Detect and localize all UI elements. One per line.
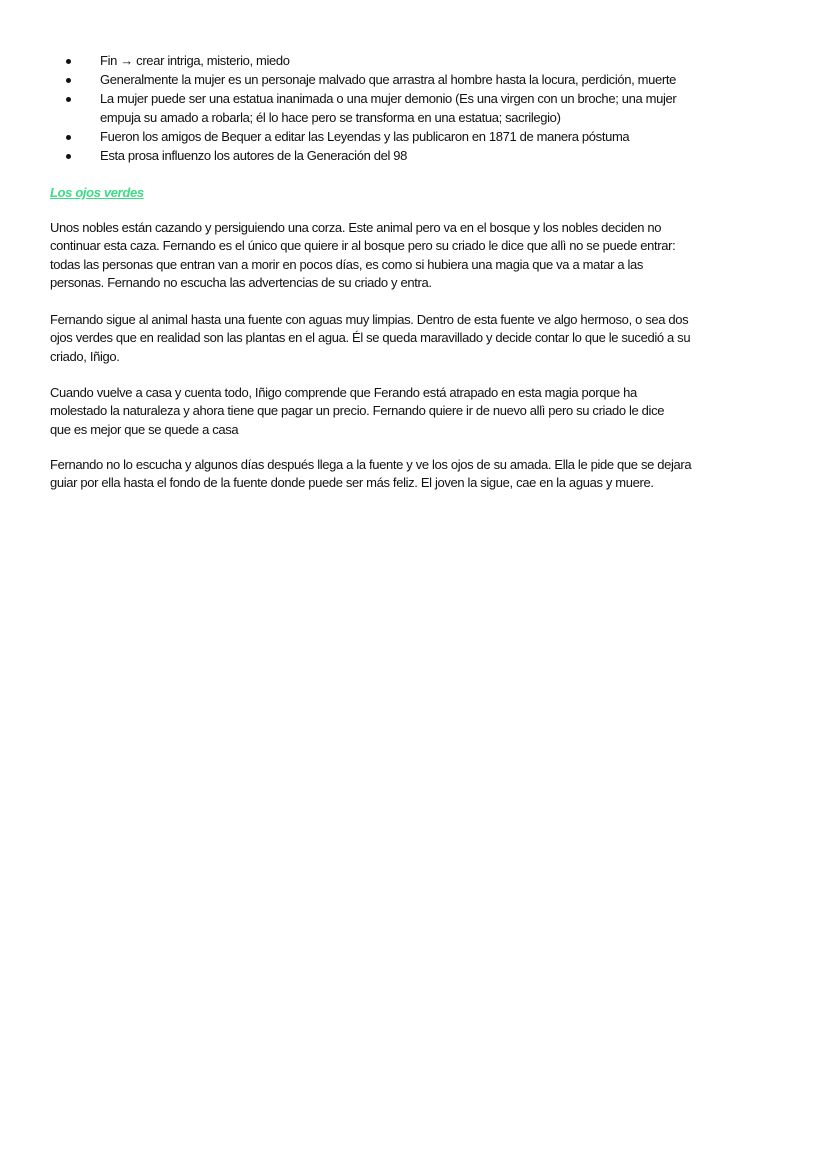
bullet-item-text: La mujer puede ser una estatua inanimada o una mujer demonio (Es una virgen con un broche; una mujer: [100, 91, 677, 106]
paragraph-line: Fernando no lo escucha y algunos días después llega a la fuente y ve los ojos de su amada. Ella le pide que se dejara: [50, 457, 692, 472]
bullet-item-text: Fin → crear intriga, misterio, miedo: [100, 53, 290, 68]
bullet-item-text: empuja su amado a robarla; él lo hace pero se transforma en una estatua; sacrilegio): [100, 110, 561, 125]
section-heading: Los ojos verdes: [50, 185, 144, 200]
paragraph-line: Fernando sigue al animal hasta una fuente con aguas muy limpias. Dentro de esta fuente ve algo hermoso, o sea dos: [50, 312, 689, 327]
paragraph-line: molestado la naturaleza y ahora tiene que pagar un precio. Fernando quiere ir de nuevo allì pero su criado le dice: [50, 403, 665, 419]
paragraph-line: Unos nobles están cazando y persiguiendo una corza. Este animal pero va en el bosque y los nobles deciden no: [50, 220, 662, 235]
bullet-icon: [66, 154, 71, 159]
paragraph-line: personas. Fernando no escucha las advertencias de su criado y entra.: [50, 274, 432, 290]
paragraph-line: que es mejor que se quede a casa: [50, 421, 239, 437]
bullet-icon: [66, 135, 71, 140]
paragraph-line: ojos verdes que en realidad son las plantas en el agua. Él se queda maravillado y decide contar lo que le sucedió a su: [50, 330, 691, 346]
bullet-item-text: Fueron los amigos de Bequer a editar las Leyendas y las publicaron en 1871 de manera póstuma: [100, 129, 630, 144]
paragraph-line: Cuando vuelve a casa y cuenta todo, Iñigo comprende que Ferando está atrapado en esta magia porque ha: [50, 385, 637, 400]
bullet-icon: [66, 59, 71, 64]
bullet-item-text: Esta prosa influenzo los autores de la Generación del 98: [100, 148, 408, 163]
bullet-icon: [66, 78, 71, 83]
paragraph-line: continuar esta caza. Fernando es el único que quiere ir al bosque pero su criado le dice que allì no se puede entrar:: [50, 238, 676, 254]
paragraph-line: todas las personas que entran van a morir en pocos días, es como si hubiera una magia que va a matar a las: [50, 256, 644, 272]
bullet-item-text: Generalmente la mujer es un personaje malvado que arrastra al hombre hasta la locura, perdición, muerte: [100, 72, 676, 87]
paragraph-line: guiar por ella hasta el fondo de la fuente donde puede ser más feliz. El joven la sigue, cae en la aguas y muere.: [50, 475, 654, 491]
paragraph-line: criado, Iñigo.: [50, 348, 120, 364]
bullet-icon: [66, 97, 71, 102]
